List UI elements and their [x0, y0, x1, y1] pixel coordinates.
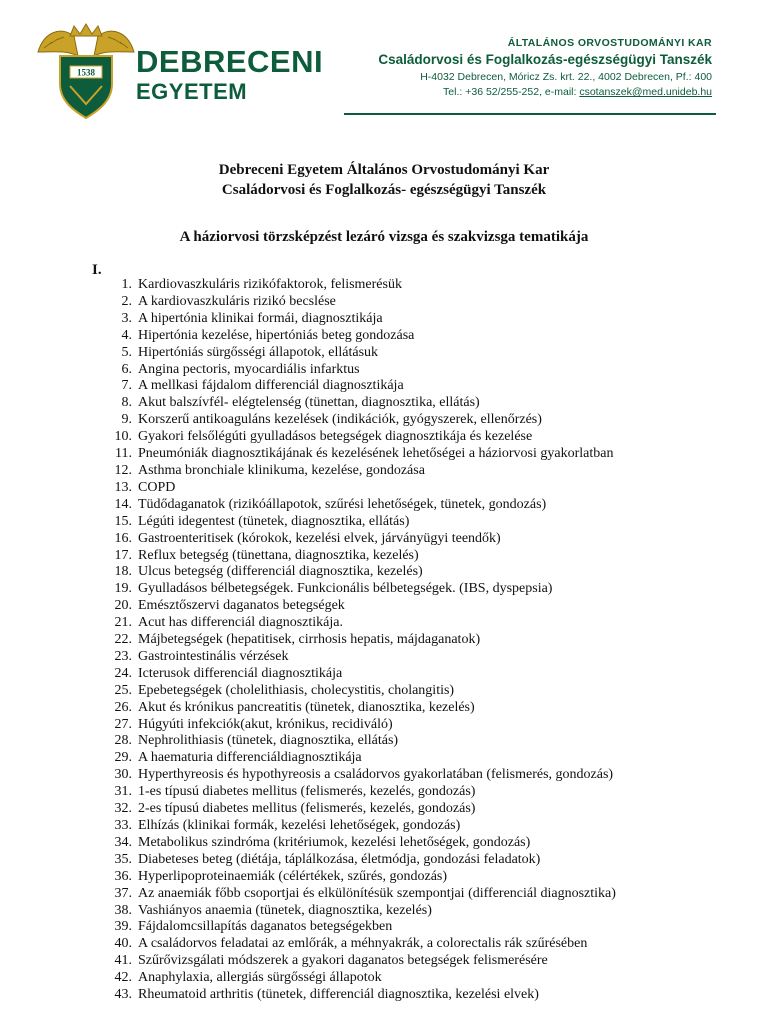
list-item	[108, 987, 728, 1004]
list-item	[108, 767, 728, 784]
list-item-number: 25.	[114, 682, 132, 698]
list-item-text: Gyulladásos bélbetegségek. Funkcionális bélbetegségek. (IBS, dyspepsia)	[138, 581, 553, 597]
list-item-text: Angina pectoris, myocardiális infarktus	[138, 361, 360, 377]
department-info	[378, 37, 712, 98]
list-item	[108, 480, 728, 497]
list-item	[108, 632, 728, 649]
list-item-number: 10.	[114, 429, 132, 445]
list-item	[108, 615, 728, 632]
list-item	[108, 294, 728, 311]
list-item-text: Májbetegségek (hepatitisek, cirrhosis hepatis, májdaganatok)	[138, 632, 481, 648]
list-item-text: Fájdalomcsillapítás daganatos betegségekben	[138, 919, 393, 935]
list-item-text: Az anaemiák főbb csoportjai és elkülönítésük szempontjai (differenciál diagnosztika)	[138, 885, 616, 901]
university-crest-logo	[30, 22, 142, 120]
list-item-number: 22.	[114, 632, 132, 648]
list-item-text: Húgyúti infekciók(akut, krónikus, recidiváló)	[138, 716, 393, 732]
title-line-2: Családorvosi és Foglalkozás- egészségügyi Tanszék	[221, 182, 547, 198]
list-item-number: 12.	[114, 462, 132, 478]
list-item-number: 34.	[114, 834, 132, 850]
list-item	[108, 446, 728, 463]
list-item-number: 37.	[114, 885, 132, 901]
document-heading	[0, 160, 768, 200]
list-item-number: 43.	[114, 987, 132, 1003]
list-item-text: A hipertónia klinikai formái, diagnosztikája	[138, 310, 383, 326]
list-item-text: Hyperthyreosis és hypothyreosis a családorvos gyakorlatában (felismerés, gondozás)	[138, 767, 614, 783]
list-item-number: 38.	[114, 902, 132, 918]
list-item	[108, 970, 728, 987]
list-item	[108, 345, 728, 362]
list-item-text: Emésztőszervi daganatos betegségek	[138, 598, 345, 614]
document-subject: A háziorvosi törzsképzést lezáró vizsga és szakvizsga tematikája	[179, 229, 589, 245]
list-item-number: 41.	[114, 953, 132, 969]
list-item-text: Korszerű antikoaguláns kezelések (indikációk, gyógyszerek, ellenőrzés)	[138, 412, 542, 428]
list-item-text: A kardiovaszkuláris rizikó becslése	[138, 293, 336, 309]
list-item-number: 14.	[114, 496, 132, 512]
list-item	[108, 514, 728, 531]
list-item	[108, 581, 728, 598]
letterhead	[0, 0, 768, 118]
list-item-number: 36.	[114, 868, 132, 884]
list-item	[108, 733, 728, 750]
list-item	[108, 531, 728, 548]
department-address: H-4032 Debrecen, Móricz Zs. krt. 22., 4002 Debrecen, Pf.: 400	[420, 71, 712, 83]
list-item-text: Hyperlipoproteinaemiák (célértékek, szűrés, gondozás)	[138, 868, 448, 884]
list-item-number: 40.	[114, 936, 132, 952]
list-item	[108, 548, 728, 565]
list-item	[108, 649, 728, 666]
list-item-text: Akut balszívfél- elégtelenség (tünettan, diagnosztika, ellátás)	[138, 395, 480, 411]
list-item-text: Asthma bronchiale klinikuma, kezelése, gondozása	[138, 462, 425, 478]
list-item-text: Gastroenteritisek (kórokok, kezelési elvek, járványügyi teendők)	[138, 530, 501, 546]
list-item	[108, 328, 728, 345]
list-item	[108, 936, 728, 953]
list-item-text: Reflux betegség (tünettana, diagnosztika, kezelés)	[138, 547, 419, 563]
list-item-text: Icterusok differenciál diagnosztikája	[138, 665, 343, 681]
list-item-number: 31.	[114, 784, 132, 800]
list-item	[108, 463, 728, 480]
phone-text: Tel.: +36 52/255-252, e-mail:	[443, 86, 580, 98]
list-item	[108, 852, 728, 869]
list-item-number: 15.	[114, 513, 132, 529]
list-item-number: 27.	[114, 716, 132, 732]
list-item-text: A mellkasi fájdalom differenciál diagnosztikája	[138, 378, 404, 394]
list-item	[108, 378, 728, 395]
section-label: I.	[92, 262, 102, 278]
department-contact	[378, 86, 712, 98]
list-item-text: Acut has differenciál diagnosztikája.	[138, 615, 343, 631]
list-item-number: 18.	[114, 564, 132, 580]
list-item-number: 7.	[121, 378, 132, 394]
list-item	[108, 700, 728, 717]
list-item-number: 20.	[114, 598, 132, 614]
list-item-text: Diabeteses beteg (diétája, táplálkozása, életmódja, gondozási feladatok)	[138, 851, 541, 867]
list-item-number: 13.	[114, 479, 132, 495]
list-item-text: Vashiányos anaemia (tünetek, diagnosztika, kezelés)	[138, 902, 432, 918]
brand-line-1: DEBRECENI	[136, 44, 324, 79]
list-item-text: Anaphylaxia, allergiás sürgősségi állapotok	[138, 970, 382, 986]
list-item-number: 29.	[114, 750, 132, 766]
list-item-number: 24.	[114, 665, 132, 681]
list-item-number: 35.	[114, 851, 132, 867]
list-item	[108, 953, 728, 970]
list-item-number: 17.	[114, 547, 132, 563]
list-item-text: COPD	[138, 479, 176, 495]
list-item-number: 11.	[115, 446, 132, 462]
list-item-number: 32.	[114, 801, 132, 817]
list-item	[108, 598, 728, 615]
list-item-text: A haematuria differenciáldiagnosztikája	[138, 750, 362, 766]
list-item	[108, 717, 728, 734]
list-item	[108, 395, 728, 412]
list-item-text: Tüdődaganatok (rizikóállapotok, szűrési lehetőségek, tünetek, gondozás)	[138, 496, 547, 512]
list-item-text: Pneumóniák diagnosztikájának és kezelésének lehetőségei a háziorvosi gyakorlatban	[138, 446, 614, 462]
header-divider	[344, 113, 716, 115]
list-item	[108, 564, 728, 581]
list-item-number: 30.	[114, 767, 132, 783]
list-item-text: Hipertóniás sürgősségi állapotok, ellátásuk	[138, 344, 379, 360]
title-line-1: Debreceni Egyetem Általános Orvostudományi Kar	[218, 162, 550, 178]
list-item-text: 2-es típusú diabetes mellitus (felismerés, kezelés, gondozás)	[138, 801, 476, 817]
list-item-text: A családorvos feladatai az emlőrák, a méhnyakrák, a colorectalis rák szűrésében	[138, 936, 588, 952]
list-item-text: Szűrővizsgálati módszerek a gyakori daganatos betegségek felismerésére	[138, 953, 548, 969]
list-item-text: Hipertónia kezelése, hipertóniás beteg gondozása	[138, 327, 415, 343]
list-item-number: 16.	[114, 530, 132, 546]
list-item-number: 42.	[114, 970, 132, 986]
list-item-number: 3.	[121, 310, 132, 326]
list-item	[108, 903, 728, 920]
list-item	[108, 886, 728, 903]
list-item	[108, 750, 728, 767]
list-item-number: 19.	[114, 581, 132, 597]
list-item	[108, 801, 728, 818]
list-item	[108, 277, 728, 294]
list-item-number: 4.	[121, 327, 132, 343]
list-item-number: 26.	[114, 699, 132, 715]
list-item	[108, 666, 728, 683]
list-item-number: 1.	[121, 277, 132, 292]
list-item-number: 21.	[114, 615, 132, 631]
list-item	[108, 362, 728, 379]
list-item	[108, 869, 728, 886]
list-item-text: Gastrointestinális vérzések	[138, 648, 289, 664]
list-item-number: 5.	[121, 344, 132, 360]
list-item-text: Elhízás (klinikai formák, kezelési lehetőségek, gondozás)	[138, 818, 461, 833]
list-item-text: Légúti idegentest (tünetek, diagnosztika, ellátás)	[138, 513, 410, 529]
topic-list	[108, 277, 728, 1004]
list-item-text: Ulcus betegség (differenciál diagnosztika, kezelés)	[138, 564, 423, 580]
crest-year: 1538	[77, 67, 95, 78]
list-item-number: 6.	[121, 361, 132, 377]
list-item-text: Kardiovaszkuláris rizikófaktorok, felismerésük	[138, 277, 402, 292]
list-item-text: Akut és krónikus pancreatitis (tünetek, dianosztika, kezelés)	[138, 699, 475, 715]
list-item-number: 9.	[121, 412, 132, 428]
list-item	[108, 311, 728, 328]
list-item	[108, 412, 728, 429]
university-wordmark	[136, 46, 323, 103]
list-item-number: 33.	[114, 818, 132, 833]
brand-line-2: EGYETEM	[136, 79, 248, 104]
list-item-text: Epebetegségek (cholelithiasis, cholecystitis, cholangitis)	[138, 682, 455, 698]
list-item-text: Metabolikus szindróma (kritériumok, kezelési lehetőségek, gondozás)	[138, 834, 531, 850]
list-item	[108, 818, 728, 835]
list-item-number: 23.	[114, 648, 132, 664]
list-item	[108, 835, 728, 852]
list-item	[108, 429, 728, 446]
faculty-name: ÁLTALÁNOS ORVOSTUDOMÁNYI KAR	[507, 37, 712, 49]
email-link[interactable]: csotanszek@med.unideb.hu	[579, 86, 712, 98]
list-item	[108, 784, 728, 801]
department-name: Családorvosi és Foglalkozás-egészségügyi Tanszék	[378, 52, 712, 67]
list-item-number: 2.	[121, 293, 132, 309]
list-item-number: 8.	[121, 395, 132, 411]
list-item-number: 28.	[114, 733, 132, 749]
list-item	[108, 683, 728, 700]
list-item-text: 1-es típusú diabetes mellitus (felismerés, kezelés, gondozás)	[138, 784, 476, 800]
list-item	[108, 919, 728, 936]
list-item	[108, 497, 728, 514]
list-item-text: Gyakori felsőlégúti gyulladásos betegségek diagnosztikája és kezelése	[138, 429, 533, 445]
list-item-number: 39.	[114, 919, 132, 935]
list-item-text: Nephrolithiasis (tünetek, diagnosztika, ellátás)	[138, 733, 399, 749]
list-item-text: Rheumatoid arthritis (tünetek, differenciál diagnosztika, kezelési elvek)	[138, 987, 539, 1003]
